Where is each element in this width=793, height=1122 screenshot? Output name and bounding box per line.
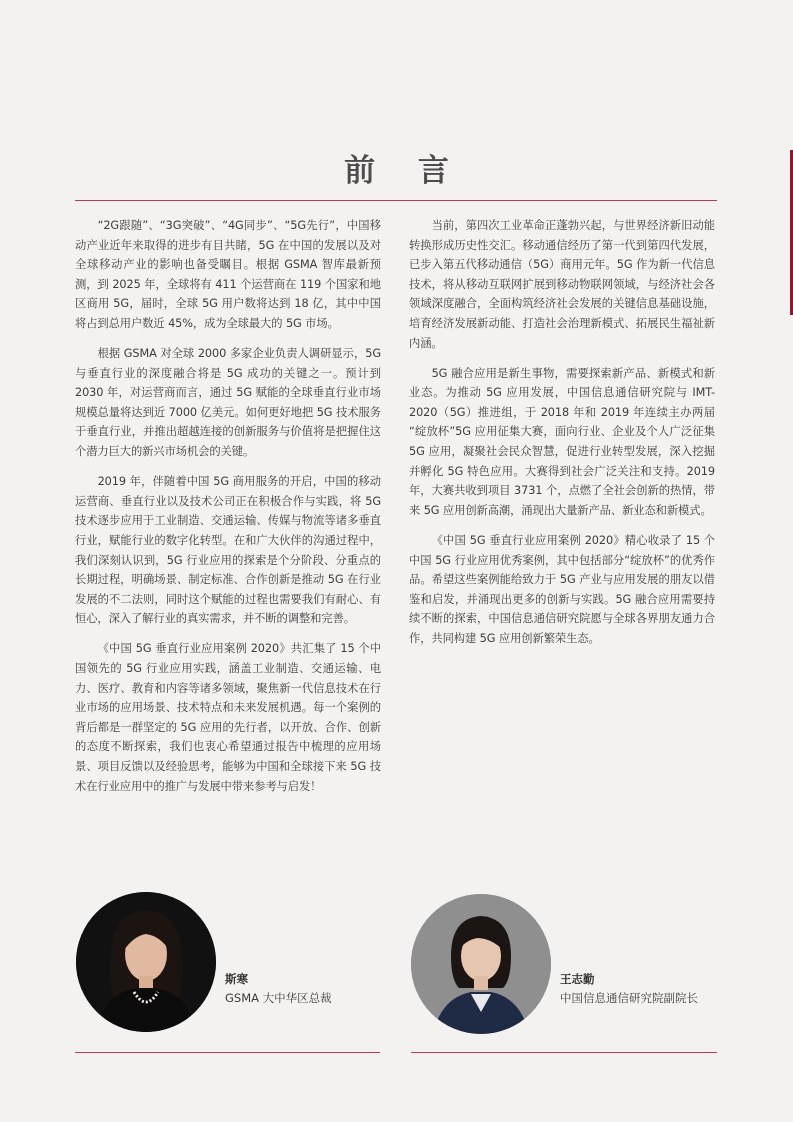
paragraph: 根据 GSMA 对全球 2000 多家企业负责人调研显示，5G 与垂直行业的深度融合将是 5G 成功的关键之一。预计到 2030 年，对运营商而言，通过 5G 赋能的全球垂直行业市场规模总量将达到近 7000 亿美元。如何更好地把 5G 技术服务于垂直行业，并推出超越连接的创新服务与价值将是把握住这个潜力巨大的新兴市场机会的关键。 (75, 347, 381, 459)
footer-divider-left (75, 1052, 380, 1053)
signatory-name: 斯寒 (225, 972, 248, 986)
paragraph: 2019 年，伴随着中国 5G 商用服务的开启，中国的移动运营商、垂直行业以及技术公司正在积极合作与实践，将 5G 技术逐步应用于工业制造、交通运输、传媒与物流等诸多垂直行业，赋能行业的数字化转型。在和广大伙伴的沟通过程中，我们深刻认识到，5G 行业应用的探索是个分阶段、分重点的长期过程，明确场景、制定标准、合作创新是推动 5G 在行业发展的不二法则，同时这个赋能的过程也需要我们有耐心、有恒心，深入了解行业的真实需求，并不断的调整和完善。 (75, 475, 381, 626)
signatory-title: GSMA 大中华区总裁 (225, 991, 332, 1005)
paragraph: 5G 融合应用是新生事物，需要探索新产品、新模式和新业态。为推动 5G 应用发展，中国信息通信研究院与 IMT-2020（5G）推进组，于 2018 年和 2019 年连续主办两届 “绽放杯”5G 应用征集大赛，面向行业、企业及个人广泛征集 5G 应用，凝聚社会民众智慧，促进行业转型发展，深入挖掘并孵化 5G 特色应用。大赛得到社会广泛关注和支持。2019 年，大赛共收到项目 3731 个，点燃了全社会创新的热情，带来 5G 应用创新高潮，涌现出大量新产品、新业态和新模式。 (409, 366, 715, 517)
signature-right (560, 970, 698, 1008)
portrait-photo-right (411, 894, 551, 1034)
signatory-title: 中国信息通信研究院副院长 (560, 991, 698, 1005)
paragraph: 《中国 5G 垂直行业应用案例 2020》共汇集了 15 个中国领先的 5G 行业应用实践，涵盖工业制造、交通运输、电力、医疗、教育和内容等诸多领域，聚焦新一代信息技术在行业市场的应用场景、技术特点和未来发展机遇。每一个案例的背后都是一群坚定的 5G 应用的先行者，以开放、合作、创新的态度不断探索，我们也衷心希望通过报告中梳理的应用场景、项目反馈以及经验思考，能够为中国和全球接下来 5G 技术在行业应用中的推广与发展中带来参考与启发！ (75, 642, 381, 793)
signatory-name: 王志勤 (560, 972, 595, 986)
title-divider (75, 200, 717, 201)
page-title: 前 言 (344, 153, 465, 189)
paragraph: 《中国 5G 垂直行业应用案例 2020》精心收录了 15 个中国 5G 行业应用优秀案例，其中包括部分“绽放杯”的优秀作品。希望这些案例能给致力于 5G 产业与应用发展的朋友以借鉴和启发，并涌现出更多的创新与实践。5G 融合应用需要持续不断的探索，中国信息通信研究院愿与全球各界朋友通力合作，共同构建 5G 应用创新繁荣生态。 (409, 533, 715, 645)
portrait-photo-left (76, 892, 216, 1032)
right-column (409, 216, 715, 659)
footer-divider-right (411, 1052, 717, 1053)
left-column (75, 216, 381, 807)
paragraph: 当前，第四次工业革命正蓬勃兴起，与世界经济新旧动能转换形成历史性交汇。移动通信经历了第一代到第四代发展，已步入第五代移动通信（5G）商用元年。5G 作为新一代信息技术，将从移动互联网扩展到移动物联网领域，与经济社会各领域深度融合，全面构筑经济社会发展的关键信息基础设施，培育经济发展新动能、打造社会治理新模式、拓展民生福祉新内涵。 (409, 219, 715, 350)
signature-left (225, 970, 332, 1008)
paragraph: “2G跟随”、“3G突破”、“4G同步”、“5G先行”，中国移动产业近年来取得的进步有目共睹，5G 在中国的发展以及对全球移动产业的影响也备受瞩目。根据 GSMA 智库最新预测，到 2025 年，全球将有 411 个运营商在 119 个国家和地区商用 5G，届时，全球 5G 用户数将达到 18 亿，其中中国将占到总用户数近 45%，成为全球最大的 5G 市场。 (75, 219, 381, 330)
